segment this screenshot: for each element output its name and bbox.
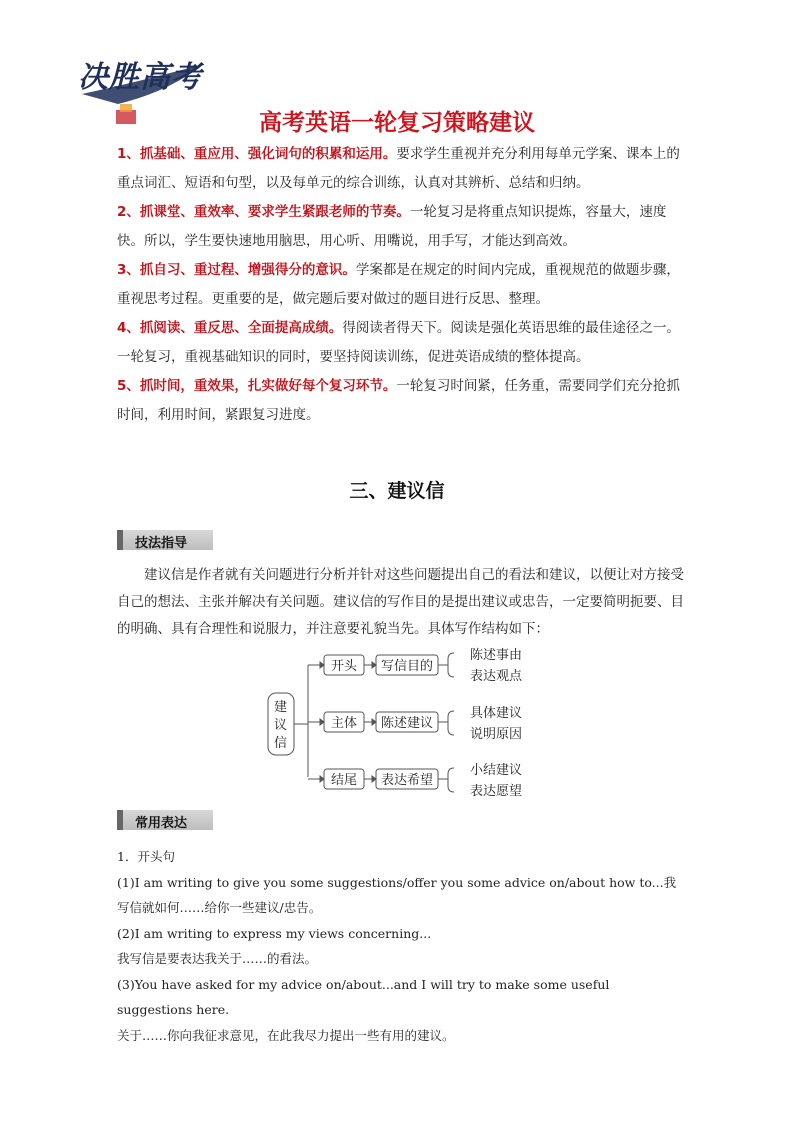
expressions-list xyxy=(117,844,687,1048)
tips-list xyxy=(117,140,687,430)
tip-item xyxy=(117,314,687,372)
tip-text: 要求学生重视并充分利用每单元学案、课本上的重点词汇、短语和句型，以及每单元的综合训练，认真对其辨析、总结和归纳。 xyxy=(117,146,680,191)
tip-text: 学案都是在规定的时间内完成，重视规范的做题步骤，重视思考过程。更重要的是，做完题后要对做过的题目进行反思、整理。 xyxy=(117,262,680,307)
section-tag-label: 技法指导 xyxy=(135,536,188,551)
tip-highlight: 3、抓自习、重过程、增强得分的意识。 xyxy=(117,262,356,278)
tip-text: 一轮复习时间紧，任务重，需要同学们充分抢抓时间，利用时间，紧跟复习进度。 xyxy=(117,378,680,423)
expression-item: 关于……你向我征求意见，在此我尽力提出一些有用的建议。 xyxy=(117,1027,455,1043)
diagram-part-label: 主体 xyxy=(331,716,358,731)
expression-item: (3)You have asked for my advice on/about...and I will try to make some useful suggestions here. xyxy=(117,976,610,1017)
page-title: 高考英语一轮复习策略建议 xyxy=(259,110,535,136)
tip-highlight: 2、抓课堂、重效率、要求学生紧跟老师的节奏。 xyxy=(117,204,410,220)
tip-highlight: 1、抓基础、重应用、强化词句的积累和运用。 xyxy=(117,146,397,162)
section-tag-expressions xyxy=(117,810,213,830)
tip-item xyxy=(117,198,687,256)
diagram-leaf-label: 表达愿望 xyxy=(470,784,523,799)
tip-highlight: 5、抓时间，重效果，扎实做好每个复习环节。 xyxy=(117,378,397,394)
diagram-purpose-label: 表达希望 xyxy=(381,773,434,788)
diagram-root-char: 信 xyxy=(274,736,288,751)
tip-item xyxy=(117,256,687,314)
tip-item xyxy=(117,140,687,198)
diagram-purpose-label: 写信目的 xyxy=(381,659,434,674)
diagram-purpose-label: 陈述建议 xyxy=(381,716,434,731)
tip-text: 一轮复习是将重点知识提炼，容量大，速度快。所以，学生要快速地用脑思，用心听、用嘴说，用手写，才能达到高效。 xyxy=(117,204,667,249)
diagram-leaf-label: 具体建议 xyxy=(470,706,523,721)
logo-text: 决胜高考 xyxy=(78,60,202,95)
tip-item xyxy=(117,372,687,430)
diagram-part-label: 开头 xyxy=(331,659,358,674)
diagram-leaf-label: 说明原因 xyxy=(470,727,523,742)
expression-item: (1)I am writing to give you some suggestions/offer you some advice on/about how to...我写信就如何……给你一些建议/忠告。 xyxy=(117,874,677,915)
expression-heading: 1．开头句 xyxy=(117,849,175,864)
expression-item: 我写信是要表达我关于……的看法。 xyxy=(117,951,318,966)
intro-paragraph: 建议信是作者就有关问题进行分析并针对这些问题提出自己的看法和建议，以便让对方接受自己的想法、主张并解决有关问题。建议信的写作目的是提出建议或忠告，一定要简明扼要、目的明确、具有合理性和说服力，并注意要礼貌当先。具体写作结构如下： xyxy=(117,567,684,637)
section-title: 三、建议信 xyxy=(349,480,445,502)
tip-highlight: 4、抓阅读、重反思、全面提高成绩。 xyxy=(117,320,343,336)
diagram-root-char: 议 xyxy=(274,718,288,733)
structure-diagram xyxy=(262,645,542,803)
section-tag-label: 常用表达 xyxy=(135,816,188,831)
diagram-root-char: 建 xyxy=(274,700,288,715)
section-tag-technique xyxy=(117,530,213,550)
tip-text: 得阅读者得天下。阅读是强化英语思维的最佳途径之一。一轮复习，重视基础知识的同时，要坚持阅读训练，促进英语成绩的整体提高。 xyxy=(117,320,680,365)
diagram-part-label: 结尾 xyxy=(331,773,358,788)
diagram-leaf-label: 陈述事由 xyxy=(470,648,523,663)
diagram-leaf-label: 表达观点 xyxy=(470,669,523,684)
diagram-leaf-label: 小结建议 xyxy=(470,763,523,778)
expression-item: (2)I am writing to express my views concerning... xyxy=(117,925,432,941)
